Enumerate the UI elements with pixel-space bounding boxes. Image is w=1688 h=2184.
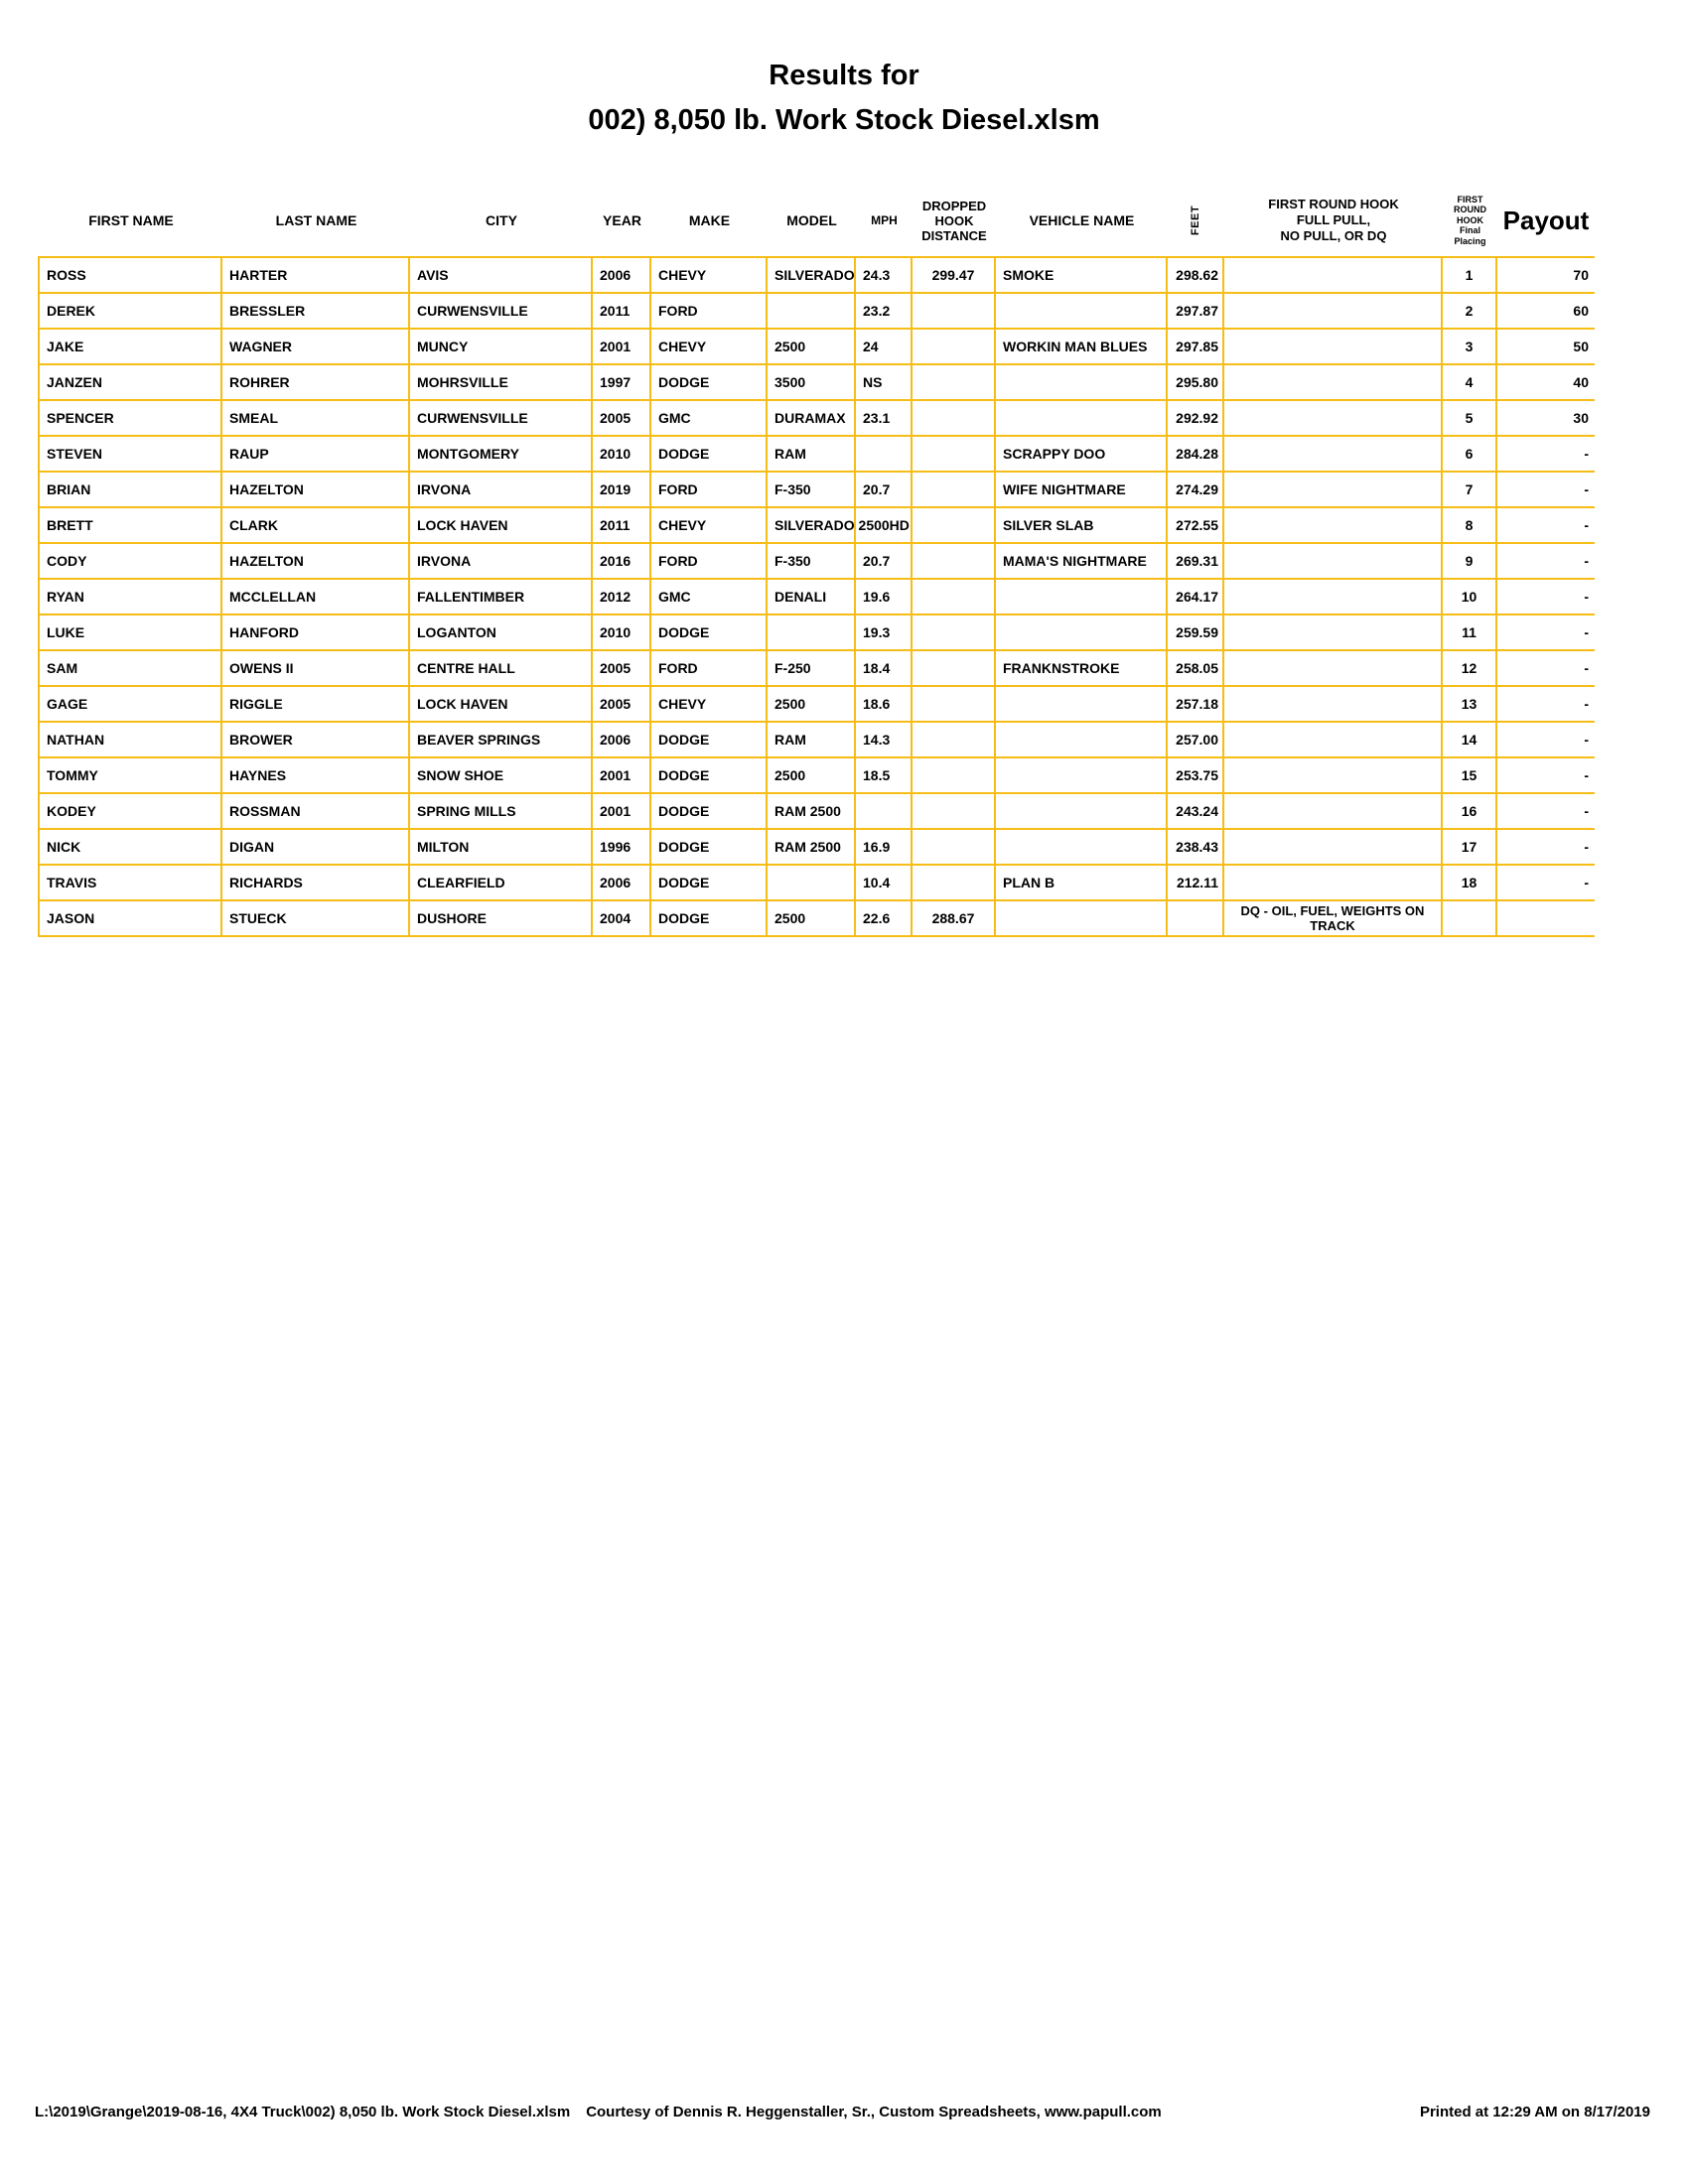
cell-first-round-hook [1224, 866, 1443, 901]
cell-final-placing [1443, 901, 1497, 937]
col-header-dropped-hook-distance: DROPPED HOOK DISTANCE [921, 198, 987, 243]
cell-last-name: RAUP [222, 437, 410, 473]
cell-year: 1997 [593, 365, 651, 401]
table-row [40, 401, 1595, 437]
placing-header-line: HOOK [1457, 214, 1483, 225]
cell-make: DODGE [651, 866, 768, 901]
cell-first-name: TOMMY [40, 758, 222, 794]
cell-year: 2005 [593, 401, 651, 437]
page-title: Results for [769, 60, 919, 91]
cell-mph: 24.3 [856, 258, 913, 294]
cell-vehicle-name: WORKIN MAN BLUES [996, 330, 1168, 365]
cell-first-round-hook [1224, 437, 1443, 473]
cell-vehicle-name: PLAN B [996, 866, 1168, 901]
cell-feet: 284.28 [1168, 437, 1224, 473]
placing-header-line: Final Placing [1454, 225, 1486, 246]
cell-last-name: WAGNER [222, 330, 410, 365]
cell-make: FORD [651, 651, 768, 687]
table-row [40, 758, 1595, 794]
cell-last-name: DIGAN [222, 830, 410, 866]
cell-year: 2012 [593, 580, 651, 615]
cell-last-name: HAYNES [222, 758, 410, 794]
placing-header-line: FIRST ROUND [1454, 194, 1486, 215]
cell-first-round-hook [1224, 794, 1443, 830]
cell-first-name: STEVEN [40, 437, 222, 473]
footer-printed-timestamp: Printed at 12:29 AM on 8/17/2019 [1419, 2104, 1650, 2120]
cell-vehicle-name [996, 723, 1168, 758]
feet-vertical-label: FEET [1190, 205, 1202, 236]
cell-first-name: BRIAN [40, 473, 222, 508]
table-row [40, 508, 1595, 544]
cell-last-name: MCCLELLAN [222, 580, 410, 615]
cell-mph [856, 437, 913, 473]
cell-mph: 23.1 [856, 401, 913, 437]
table-row [40, 794, 1595, 830]
cell-dropped-hook-distance [913, 473, 996, 508]
cell-first-round-hook [1224, 723, 1443, 758]
cell-last-name: HAZELTON [222, 544, 410, 580]
cell-payout: - [1497, 437, 1595, 473]
cell-final-placing: 13 [1443, 687, 1497, 723]
cell-vehicle-name [996, 615, 1168, 651]
cell-feet: 298.62 [1168, 258, 1224, 294]
col-header-vehicle-name: VEHICLE NAME [1029, 212, 1135, 228]
cell-final-placing: 10 [1443, 580, 1497, 615]
cell-last-name: ROHRER [222, 365, 410, 401]
cell-make: DODGE [651, 723, 768, 758]
table-row [40, 544, 1595, 580]
cell-last-name: CLARK [222, 508, 410, 544]
cell-vehicle-name: WIFE NIGHTMARE [996, 473, 1168, 508]
cell-model: SILVERADO [768, 258, 856, 294]
cell-make: GMC [651, 580, 768, 615]
cell-final-placing: 5 [1443, 401, 1497, 437]
cell-first-name: TRAVIS [40, 866, 222, 901]
col-header-first-round-hook [1224, 185, 1443, 256]
cell-payout: 70 [1497, 258, 1595, 294]
cell-payout: - [1497, 615, 1595, 651]
cell-mph: 10.4 [856, 866, 913, 901]
cell-dropped-hook-distance [913, 437, 996, 473]
cell-make: DODGE [651, 615, 768, 651]
cell-mph: 20.7 [856, 544, 913, 580]
table-row [40, 437, 1595, 473]
cell-city: DUSHORE [410, 901, 593, 937]
table-row [40, 901, 1595, 937]
cell-make: DODGE [651, 437, 768, 473]
cell-first-round-hook [1224, 258, 1443, 294]
cell-make: CHEVY [651, 258, 768, 294]
table-row [40, 687, 1595, 723]
cell-last-name: OWENS II [222, 651, 410, 687]
cell-first-round-hook [1224, 401, 1443, 437]
cell-mph: 18.6 [856, 687, 913, 723]
cell-year: 2005 [593, 687, 651, 723]
table-row [40, 723, 1595, 758]
cell-make: DODGE [651, 794, 768, 830]
cell-final-placing: 11 [1443, 615, 1497, 651]
cell-final-placing: 6 [1443, 437, 1497, 473]
cell-year: 2011 [593, 294, 651, 330]
cell-first-name: BRETT [40, 508, 222, 544]
cell-mph: 19.3 [856, 615, 913, 651]
cell-mph: 18.5 [856, 758, 913, 794]
cell-first-name: NATHAN [40, 723, 222, 758]
cell-model: 2500 [768, 758, 856, 794]
cell-payout: - [1497, 794, 1595, 830]
cell-last-name: RIGGLE [222, 687, 410, 723]
cell-first-round-hook [1224, 508, 1443, 544]
cell-first-name: SAM [40, 651, 222, 687]
cell-payout: - [1497, 758, 1595, 794]
cell-dropped-hook-distance [913, 330, 996, 365]
cell-city: AVIS [410, 258, 593, 294]
cell-model: 2500 [768, 330, 856, 365]
cell-city: IRVONA [410, 473, 593, 508]
cell-vehicle-name [996, 401, 1168, 437]
cell-first-round-hook [1224, 758, 1443, 794]
cell-final-placing: 16 [1443, 794, 1497, 830]
cell-mph: 16.9 [856, 830, 913, 866]
cell-final-placing: 12 [1443, 651, 1497, 687]
cell-year: 2019 [593, 473, 651, 508]
cell-model: SILVERADO 2500HD [768, 508, 856, 544]
cell-city: LOCK HAVEN [410, 687, 593, 723]
cell-final-placing: 17 [1443, 830, 1497, 866]
cell-vehicle-name [996, 687, 1168, 723]
cell-mph [856, 794, 913, 830]
col-header-first-name: FIRST NAME [88, 212, 174, 228]
cell-mph: 22.6 [856, 901, 913, 937]
cell-first-name: KODEY [40, 794, 222, 830]
cell-first-name: JASON [40, 901, 222, 937]
cell-feet: 272.55 [1168, 508, 1224, 544]
cell-feet: 259.59 [1168, 615, 1224, 651]
cell-dropped-hook-distance [913, 830, 996, 866]
cell-first-round-hook [1224, 615, 1443, 651]
col-header-make: MAKE [688, 212, 731, 228]
cell-final-placing: 18 [1443, 866, 1497, 901]
table-row [40, 651, 1595, 687]
cell-year: 2001 [593, 758, 651, 794]
cell-make: CHEVY [651, 687, 768, 723]
cell-city: CENTRE HALL [410, 651, 593, 687]
col-header-final-placing [1443, 185, 1497, 256]
cell-final-placing: 2 [1443, 294, 1497, 330]
cell-payout: 30 [1497, 401, 1595, 437]
cell-first-round-hook [1224, 580, 1443, 615]
table-row [40, 580, 1595, 615]
cell-make: GMC [651, 401, 768, 437]
cell-city: MOHRSVILLE [410, 365, 593, 401]
cell-last-name: HARTER [222, 258, 410, 294]
cell-model: F-250 [768, 651, 856, 687]
cell-model [768, 615, 856, 651]
cell-year: 2001 [593, 794, 651, 830]
cell-payout: - [1497, 687, 1595, 723]
cell-first-name: LUKE [40, 615, 222, 651]
cell-year: 2006 [593, 723, 651, 758]
cell-model: DENALI [768, 580, 856, 615]
col-header-year: YEAR [603, 212, 641, 228]
cell-first-name: NICK [40, 830, 222, 866]
col-header-city: CITY [486, 212, 517, 228]
cell-first-round-hook [1224, 544, 1443, 580]
cell-model [768, 866, 856, 901]
cell-feet: 238.43 [1168, 830, 1224, 866]
cell-year: 2004 [593, 901, 651, 937]
cell-vehicle-name [996, 794, 1168, 830]
cell-year: 1996 [593, 830, 651, 866]
cell-first-round-hook [1224, 830, 1443, 866]
cell-payout: - [1497, 544, 1595, 580]
cell-mph: 18.4 [856, 651, 913, 687]
cell-vehicle-name [996, 365, 1168, 401]
results-table-body [38, 256, 1595, 937]
cell-city: SPRING MILLS [410, 794, 593, 830]
table-row [40, 473, 1595, 508]
cell-city: IRVONA [410, 544, 593, 580]
cell-feet: 264.17 [1168, 580, 1224, 615]
cell-first-round-hook [1224, 651, 1443, 687]
cell-final-placing: 4 [1443, 365, 1497, 401]
cell-model: RAM 2500 [768, 794, 856, 830]
cell-model: 2500 [768, 901, 856, 937]
cell-mph: 24 [856, 330, 913, 365]
cell-dropped-hook-distance [913, 794, 996, 830]
cell-final-placing: 15 [1443, 758, 1497, 794]
cell-dropped-hook-distance [913, 723, 996, 758]
table-row [40, 866, 1595, 901]
cell-last-name: BROWER [222, 723, 410, 758]
table-row [40, 615, 1595, 651]
cell-first-name: SPENCER [40, 401, 222, 437]
cell-payout: - [1497, 651, 1595, 687]
cell-first-name: DEREK [40, 294, 222, 330]
cell-city: LOGANTON [410, 615, 593, 651]
cell-last-name: SMEAL [222, 401, 410, 437]
cell-payout: - [1497, 508, 1595, 544]
cell-vehicle-name: SCRAPPY DOO [996, 437, 1168, 473]
cell-make: DODGE [651, 758, 768, 794]
col-header-payout: Payout [1502, 205, 1590, 235]
cell-model: 2500 [768, 687, 856, 723]
footer-left [35, 2104, 1162, 2120]
cell-last-name: BRESSLER [222, 294, 410, 330]
cell-last-name: RICHARDS [222, 866, 410, 901]
col-header-model: MODEL [786, 212, 837, 228]
cell-city: CLEARFIELD [410, 866, 593, 901]
cell-first-name: JANZEN [40, 365, 222, 401]
cell-city: BEAVER SPRINGS [410, 723, 593, 758]
cell-make: FORD [651, 544, 768, 580]
cell-make: DODGE [651, 365, 768, 401]
footer-courtesy: Courtesy of Dennis R. Heggenstaller, Sr., Custom Spreadsheets, www.papull.com [586, 2104, 1162, 2120]
cell-first-name: JAKE [40, 330, 222, 365]
cell-make: CHEVY [651, 330, 768, 365]
cell-city: CURWENSVILLE [410, 401, 593, 437]
col-header-mph: MPH [871, 213, 898, 227]
cell-first-name: CODY [40, 544, 222, 580]
cell-dropped-hook-distance [913, 294, 996, 330]
cell-city: MUNCY [410, 330, 593, 365]
cell-vehicle-name: FRANKNSTROKE [996, 651, 1168, 687]
footer-file-path: L:\2019\Grange\2019-08-16, 4X4 Truck\002) 8,050 lb. Work Stock Diesel.xlsm [35, 2104, 571, 2120]
cell-payout: - [1497, 580, 1595, 615]
cell-vehicle-name: SMOKE [996, 258, 1168, 294]
cell-make: DODGE [651, 901, 768, 937]
cell-dropped-hook-distance [913, 401, 996, 437]
cell-first-round-hook [1224, 365, 1443, 401]
cell-first-round-hook: DQ - OIL, FUEL, WEIGHTS ON TRACK [1224, 901, 1443, 937]
cell-mph: NS [856, 365, 913, 401]
cell-feet: 292.92 [1168, 401, 1224, 437]
cell-final-placing: 1 [1443, 258, 1497, 294]
cell-final-placing: 8 [1443, 508, 1497, 544]
cell-dropped-hook-distance: 288.67 [913, 901, 996, 937]
cell-first-round-hook [1224, 473, 1443, 508]
cell-vehicle-name [996, 758, 1168, 794]
cell-make: FORD [651, 473, 768, 508]
cell-final-placing: 14 [1443, 723, 1497, 758]
cell-mph: 23.2 [856, 294, 913, 330]
cell-model: F-350 [768, 473, 856, 508]
cell-vehicle-name [996, 294, 1168, 330]
cell-dropped-hook-distance [913, 615, 996, 651]
table-row [40, 294, 1595, 330]
cell-year: 2001 [593, 330, 651, 365]
cell-model: 3500 [768, 365, 856, 401]
col-header-feet [1168, 185, 1224, 256]
cell-feet: 243.24 [1168, 794, 1224, 830]
cell-year: 2006 [593, 258, 651, 294]
cell-payout: 50 [1497, 330, 1595, 365]
cell-feet: 295.80 [1168, 365, 1224, 401]
cell-mph: 19.6 [856, 580, 913, 615]
cell-make: DODGE [651, 830, 768, 866]
cell-city: LOCK HAVEN [410, 508, 593, 544]
table-header-row [38, 185, 1595, 256]
cell-vehicle-name [996, 830, 1168, 866]
cell-payout: - [1497, 473, 1595, 508]
cell-model: RAM [768, 437, 856, 473]
cell-year: 2016 [593, 544, 651, 580]
cell-model: RAM 2500 [768, 830, 856, 866]
cell-feet: 297.87 [1168, 294, 1224, 330]
cell-feet: 257.18 [1168, 687, 1224, 723]
cell-final-placing: 7 [1443, 473, 1497, 508]
hook-header-line: FULL PULL, [1296, 212, 1371, 227]
cell-year: 2005 [593, 651, 651, 687]
hook-header-line: NO PULL, OR DQ [1280, 228, 1387, 243]
cell-model: DURAMAX [768, 401, 856, 437]
cell-first-round-hook [1224, 330, 1443, 365]
cell-vehicle-name [996, 580, 1168, 615]
cell-payout: - [1497, 723, 1595, 758]
cell-payout: - [1497, 866, 1595, 901]
cell-dropped-hook-distance [913, 866, 996, 901]
cell-payout: - [1497, 830, 1595, 866]
cell-year: 2011 [593, 508, 651, 544]
cell-payout: 60 [1497, 294, 1595, 330]
cell-feet: 269.31 [1168, 544, 1224, 580]
hook-header-line: FIRST ROUND HOOK [1268, 197, 1399, 211]
cell-make: FORD [651, 294, 768, 330]
table-row [40, 258, 1595, 294]
cell-dropped-hook-distance [913, 687, 996, 723]
cell-vehicle-name: SILVER SLAB [996, 508, 1168, 544]
cell-feet: 297.85 [1168, 330, 1224, 365]
cell-feet: 258.05 [1168, 651, 1224, 687]
cell-payout: 40 [1497, 365, 1595, 401]
cell-year: 2010 [593, 437, 651, 473]
cell-feet: 212.11 [1168, 866, 1224, 901]
cell-vehicle-name: MAMA'S NIGHTMARE [996, 544, 1168, 580]
cell-feet: 257.00 [1168, 723, 1224, 758]
cell-final-placing: 3 [1443, 330, 1497, 365]
cell-first-name: ROSS [40, 258, 222, 294]
cell-dropped-hook-distance [913, 508, 996, 544]
cell-first-name: GAGE [40, 687, 222, 723]
table-row [40, 365, 1595, 401]
cell-city: SNOW SHOE [410, 758, 593, 794]
cell-feet: 274.29 [1168, 473, 1224, 508]
cell-city: FALLENTIMBER [410, 580, 593, 615]
cell-last-name: ROSSMAN [222, 794, 410, 830]
cell-make: CHEVY [651, 508, 768, 544]
cell-last-name: HAZELTON [222, 473, 410, 508]
cell-dropped-hook-distance: 299.47 [913, 258, 996, 294]
cell-city: MILTON [410, 830, 593, 866]
cell-feet: 253.75 [1168, 758, 1224, 794]
cell-mph [856, 508, 913, 544]
cell-first-name: RYAN [40, 580, 222, 615]
col-header-last-name: LAST NAME [275, 212, 357, 228]
cell-first-round-hook [1224, 294, 1443, 330]
cell-feet [1168, 901, 1224, 937]
cell-last-name: HANFORD [222, 615, 410, 651]
cell-final-placing: 9 [1443, 544, 1497, 580]
cell-year: 2006 [593, 866, 651, 901]
table-row [40, 830, 1595, 866]
cell-vehicle-name [996, 901, 1168, 937]
cell-city: CURWENSVILLE [410, 294, 593, 330]
cell-model [768, 294, 856, 330]
cell-model: RAM [768, 723, 856, 758]
cell-mph: 20.7 [856, 473, 913, 508]
cell-payout [1497, 901, 1595, 937]
cell-dropped-hook-distance [913, 651, 996, 687]
cell-dropped-hook-distance [913, 758, 996, 794]
cell-mph: 14.3 [856, 723, 913, 758]
cell-dropped-hook-distance [913, 544, 996, 580]
cell-last-name: STUECK [222, 901, 410, 937]
cell-dropped-hook-distance [913, 365, 996, 401]
cell-first-round-hook [1224, 687, 1443, 723]
cell-city: MONTGOMERY [410, 437, 593, 473]
cell-year: 2010 [593, 615, 651, 651]
table-row [40, 330, 1595, 365]
cell-dropped-hook-distance [913, 580, 996, 615]
page-subtitle-filename: 002) 8,050 lb. Work Stock Diesel.xlsm [588, 104, 1100, 136]
cell-model: F-350 [768, 544, 856, 580]
